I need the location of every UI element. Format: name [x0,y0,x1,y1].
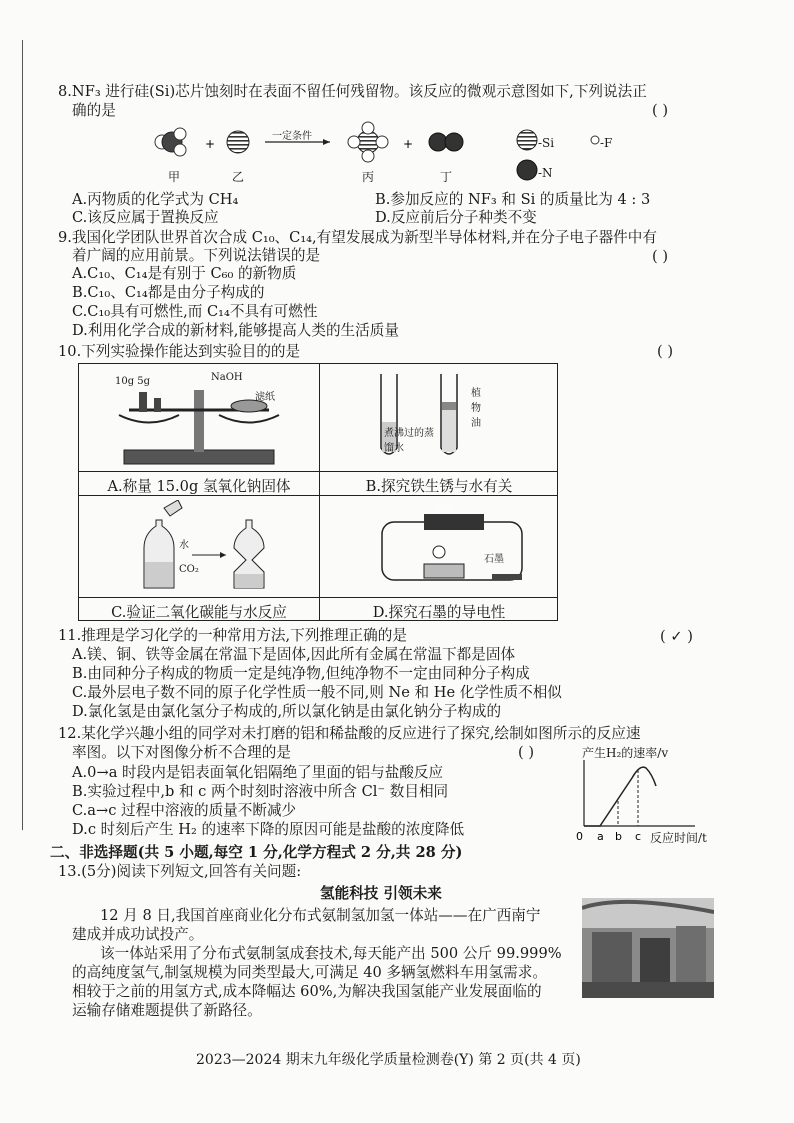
plus-sign-2: + [403,137,414,151]
q8-stem-line2: 确的是 [72,102,116,119]
q8-option-b: B.参加反应的 NF₃ 和 Si 的质量比为 4 : 3 [375,191,651,208]
label-yi: 乙 [232,170,245,184]
lab-d-graphite: 石墨 [484,554,504,565]
lab-a-paper: 滤纸 [255,392,275,403]
molecule-bing [348,122,388,162]
lab-c-water: 水 [179,540,189,551]
q13-para2-line1: 该一体站采用了分布式氨制氢成套技术,每天能产出 500 公斤 99.999% [100,945,562,962]
q9-option-d: D.利用化学合成的新材料,能够提高人类的生活质量 [72,322,399,339]
lab-d-battery: 电池 [434,502,454,513]
molecule-yi [227,131,249,153]
legend-f-label: -F [600,136,613,150]
q13-para1-line2: 建成并成功试投产。 [72,926,204,943]
q8-stem-line1: 8.NF₃ 进行硅(Si)芯片蚀刻时在表面不留任何残留物。该反应的微观示意图如下,下列说法正 [58,83,647,100]
legend-n-label: -N [538,166,553,180]
q9-option-b: B.C₁₀、C₁₄都是由分子构成的 [72,284,265,301]
q8-answer-bracket: ( ) [652,102,669,119]
lab-c-co2: CO₂ [179,564,199,575]
q13-para2-line3: 相较于之前的用氢方式,成本降幅达 60%,为解决我国氢能产业发展面临的 [72,983,542,1000]
q10-caption-a: A.称量 15.0g 氢氧化钠固体 [107,478,291,495]
molecule-jia [155,128,186,156]
condition-label: 一定条件 [272,131,312,142]
section-2-heading: 二、非选择题(共 5 小题,每空 1 分,化学方程式 2 分,共 28 分) [50,844,463,861]
q13-article-title: 氢能科技 引领未来 [320,885,442,902]
q11-option-d: D.氯化氢是由氯化氢分子构成的,所以氯化钠是由氯化钠分子构成的 [72,703,502,720]
q9-option-a: A.C₁₀、C₁₄是有别于 C₆₀ 的新物质 [72,265,297,282]
plus-sign-1: + [205,137,216,151]
q9-stem-line2: 着广阔的应用前景。下列说法错误的是 [72,247,321,264]
legend-si-symbol [517,130,537,150]
hydrogen-station-photo [582,898,714,998]
q13-para1-line1: 12 月 8 日,我国首座商业化分布式氨制氢加氢一体站——在广西南宁 [100,907,541,924]
lab-a-weights: 10g 5g [115,376,151,387]
lab-a-naoh: NaOH [211,372,243,383]
legend-si-label: -Si [538,136,555,150]
q8-option-d: D.反应前后分子种类不变 [375,209,537,226]
q10-stem: 10.下列实验操作能达到实验目的的是 [58,343,301,360]
q10-caption-b: B.探究铁生锈与水有关 [365,478,513,495]
q12-stem-line2: 率图。以下对图像分析不合理的是 [72,744,291,761]
label-ding: 丁 [440,170,453,184]
q11-stem: 11.推理是学习化学的一种常用方法,下列推理正确的是 [58,627,407,644]
tick-0: 0 [576,830,583,843]
tick-b: b [615,830,622,843]
q12-chart-xlabel: 反应时间/t [650,831,707,845]
q12-answer-bracket: ( ) [518,744,535,761]
lab-b-oil: 植物油 [471,388,481,429]
q10-caption-c: C.验证二氧化碳能与水反应 [111,604,287,621]
label-jia: 甲 [168,170,181,184]
lab-b-water: 煮沸过的蒸馏水 [384,428,434,454]
q8-option-a: A.丙物质的化学式为 CH₄ [72,191,239,208]
q10-caption-d: D.探究石墨的导电性 [372,604,506,621]
q10-answer-bracket: ( ) [657,343,674,360]
q8-reaction-diagram [150,120,670,190]
tick-a: a [597,830,604,843]
bottles-illustration [134,500,284,594]
label-bing: 丙 [362,170,375,184]
rate-curve [584,767,656,826]
q12-option-b: B.实验过程中,b 和 c 两个时刻时溶液中所含 Cl⁻ 数目相同 [72,783,449,800]
q12-chart-ylabel: 产生H₂的速率/v [582,746,669,760]
q8-option-c: C.该反应属于置换反应 [72,209,219,226]
q11-option-b: B.由同种分子构成的物质一定是纯净物,但纯净物不一定由同种分子构成 [72,665,530,682]
tick-c: c [635,830,642,843]
q12-stem-line1: 12.某化学兴趣小组的同学对未打磨的铝和稀盐酸的反应进行了探究,绘制如图所示的反应速 [58,725,641,742]
q9-option-c: C.C₁₀具有可燃性,而 C₁₄不具有可燃性 [72,303,318,320]
q13-para2-line4: 运输存储难题提供了新路径。 [72,1002,262,1019]
q11-option-a: A.镁、铜、铁等金属在常温下是固体,因此所有金属在常温下都是固体 [72,646,516,663]
q12-option-a: A.0→a 时段内是铝表面氧化铝隔绝了里面的铝与盐酸反应 [72,764,444,781]
q11-option-c: C.最外层电子数不同的原子化学性质一般不同,则 Ne 和 He 化学性质不相似 [72,684,562,701]
circuit-illustration [374,502,534,592]
q12-option-d: D.c 时刻后产生 H₂ 的速率下降的原因可能是盐酸的浓度降低 [72,821,465,838]
legend-f-symbol [591,136,599,144]
legend-n-symbol [517,160,537,180]
q13-para2-line2: 的高纯度氢气,制氢规模为同类型最大,可满足 40 多辆氢燃料车用氢需求。 [72,964,547,981]
q13-stem: 13.(5分)阅读下列短文,回答有关问题: [58,863,302,880]
q11-answer-bracket: ( ✓ ) [660,628,693,645]
q9-answer-bracket: ( ) [652,248,669,265]
q12-option-c: C.a→c 过程中溶液的质量不断减少 [72,802,297,819]
molecule-ding [429,133,463,151]
page-footer: 2023—2024 期末九年级化学质量检测卷(Y) 第 2 页(共 4 页) [196,1052,581,1068]
page-edge-line [22,40,23,830]
q10-image-grid [78,363,558,621]
q9-stem-line1: 9.我国化学团队世界首次合成 C₁₀、C₁₄,有望发展成为新型半导体材料,并在分子电子器件中有 [58,229,657,246]
